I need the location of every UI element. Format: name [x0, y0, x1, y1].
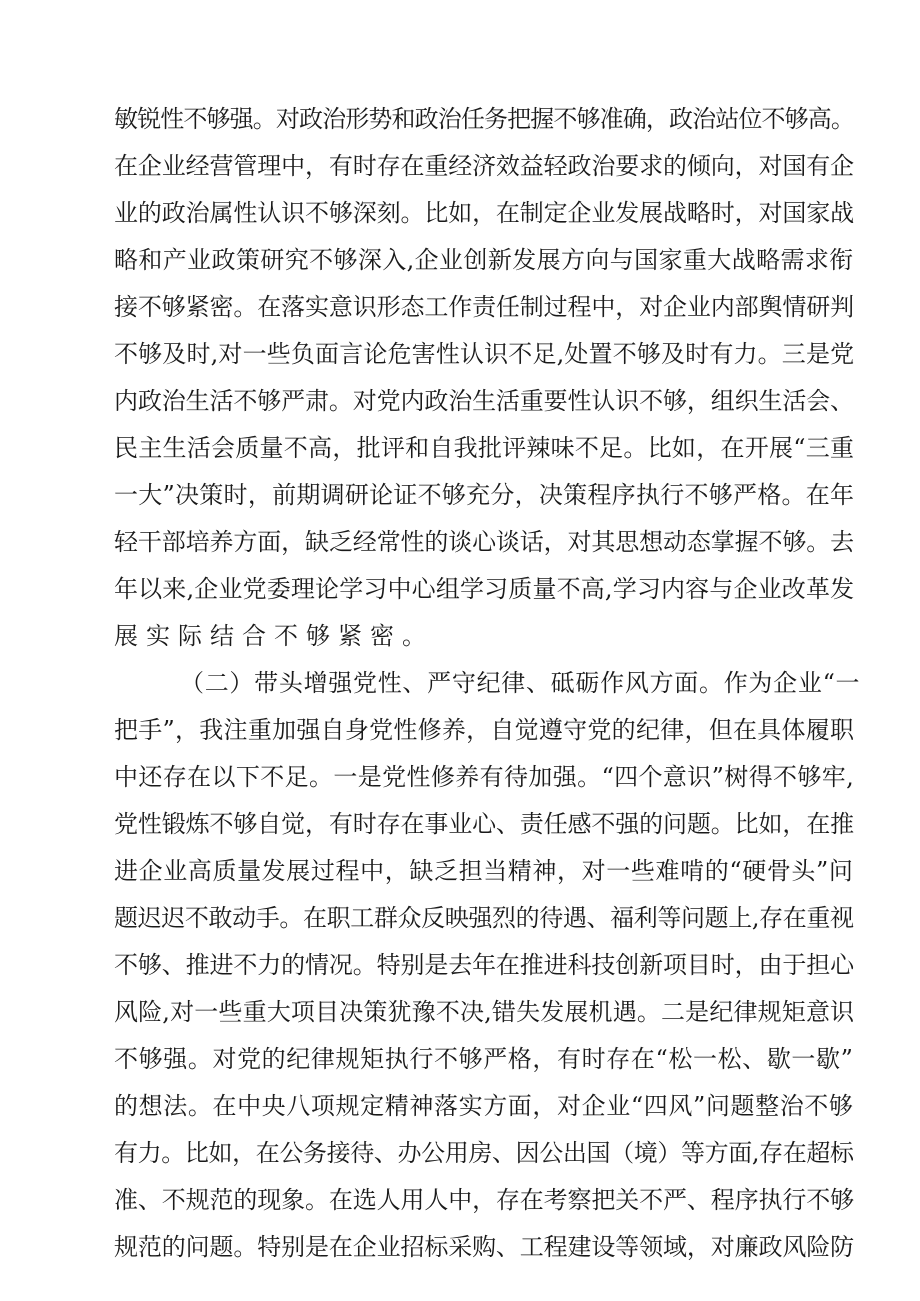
text-line: 内政治生活不够严肃。对党内政治生活重要性认识不够，组织生活会、 — [114, 387, 854, 415]
text-line: 民主生活会质量不高，批评和自我批评辣味不足。比如，在开展“三重 — [114, 434, 855, 462]
text-line: 不够、推进不力的情况。特别是去年在推进科技创新项目时，由于担心 — [114, 951, 854, 979]
text-line: 业的政治属性认识不够深刻。比如，在制定企业发展战略时，对国家战 — [114, 199, 854, 227]
text-line: 有力。比如，在公务接待、办公用房、因公出国（境）等方面,存在超标 — [114, 1139, 854, 1167]
text-line: 规范的问题。特别是在企业招标采购、工程建设等领域，对廉政风险防 — [114, 1233, 854, 1261]
text-line: 进企业高质量发展过程中，缺乏担当精神，对一些难啃的“硬骨头”问 — [114, 857, 854, 885]
text-line: 题迟迟不敢动手。在职工群众反映强烈的待遇、福利等问题上,存在重视 — [114, 904, 854, 932]
text-line: 党性锻炼不够自觉，有时存在事业心、责任感不强的问题。比如，在推 — [114, 810, 854, 838]
text-line: 的想法。在中央八项规定精神落实方面，对企业“四风”问题整治不够 — [114, 1092, 854, 1120]
text-line: 一大”决策时，前期调研论证不够充分，决策程序执行不够严格。在年 — [114, 481, 855, 509]
paragraph-first-line: （二）带头增强党性、严守纪律、砥砺作风方面。作为企业“一 — [180, 669, 861, 697]
text-line: 准、不规范的现象。在选人用人中，存在考察把关不严、程序执行不够 — [114, 1186, 854, 1214]
text-line: 不够及时,对一些负面言论危害性认识不足,处置不够及时有力。三是党 — [114, 340, 855, 368]
text-line: 略和产业政策研究不够深入,企业创新发展方向与国家重大战略需求衔 — [114, 246, 854, 274]
text-line: 风险,对一些重大项目决策犹豫不决,错失发展机遇。二是纪律规矩意识 — [114, 998, 855, 1026]
text-line: 年以来,企业党委理论学习中心组学习质量不高,学习内容与企业改革发 — [114, 575, 855, 603]
text-line: 把手”，我注重加强自身党性修养，自觉遵守党的纪律，但在具体履职 — [114, 716, 855, 744]
text-line: 接不够紧密。在落实意识形态工作责任制过程中，对企业内部舆情研判 — [114, 293, 854, 321]
text-line: 轻干部培养方面，缺乏经常性的谈心谈话，对其思想动态掌握不够。去 — [114, 528, 854, 556]
text-line: 在企业经营管理中，有时存在重经济效益轻政治要求的倾向，对国有企 — [114, 152, 854, 180]
text-line: 不够强。对党的纪律规矩执行不够严格，有时存在“松一松、歇一歇” — [114, 1045, 854, 1073]
text-line: 敏锐性不够强。对政治形势和政治任务把握不够准确，政治站位不够高。 — [114, 105, 854, 133]
text-line: 展实际结合不够紧密。 — [114, 622, 434, 650]
text-line: 中还存在以下不足。一是党性修养有待加强。“四个意识”树得不够牢, — [114, 763, 855, 791]
